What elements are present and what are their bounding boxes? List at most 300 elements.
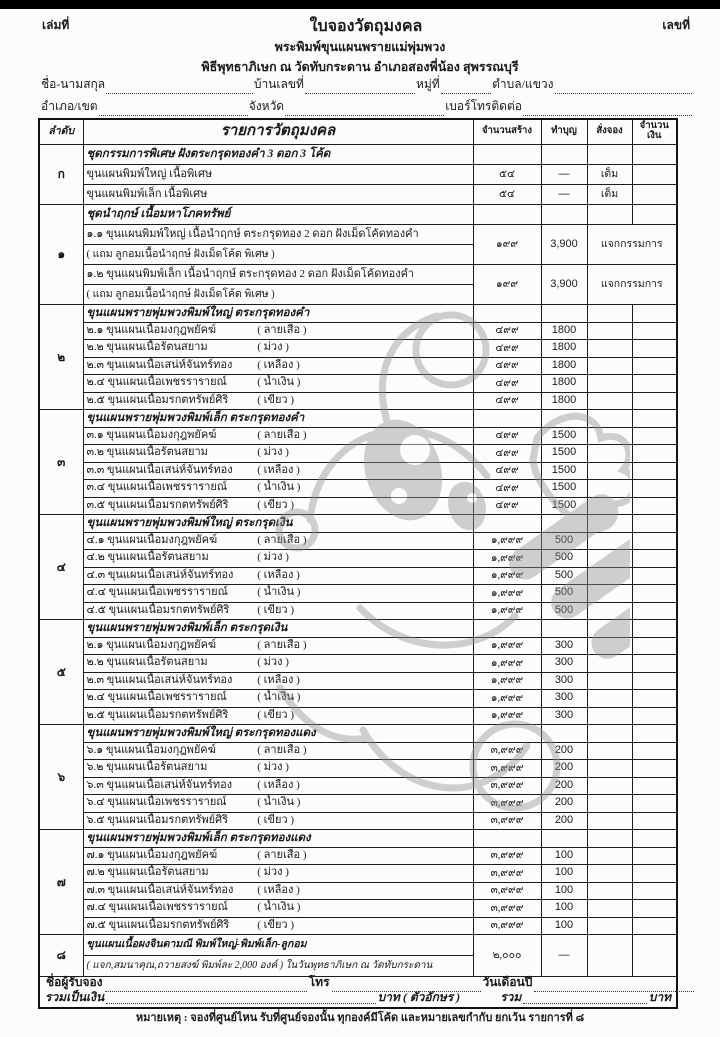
item-name: ๗.๒ ขุนแผนเนื้อรัตนสยาม — [86, 866, 209, 879]
province-label: จังหวัด — [248, 99, 285, 113]
item-name-cell — [83, 637, 473, 655]
table-header-row — [39, 119, 677, 145]
item-name-cell — [83, 777, 473, 795]
item-name: ๒.๕ ขุนแผนเนื้อมรกตทรัพย์ศิริ — [86, 393, 229, 406]
item-name: ๖.๑ ขุนแผนเนื้อมงกุฎพยัคฆ์ — [86, 743, 216, 756]
page-title: ใบจองวัตถุมงคล — [309, 18, 423, 35]
donate-cell: 500 — [541, 532, 587, 550]
made-cell — [473, 830, 541, 848]
order-cell — [587, 830, 632, 848]
item-name-cell — [83, 865, 473, 883]
table-row — [39, 265, 677, 285]
item-variant: ( เขียว ) — [254, 708, 294, 721]
amount-cell — [632, 672, 677, 690]
item-name-cell — [83, 165, 473, 185]
amulet-table — [38, 118, 678, 1009]
amount-cell — [632, 690, 677, 708]
donate-cell: — — [541, 185, 587, 205]
order-cell — [587, 532, 632, 550]
item-name: ๖.๓ ขุนแผนเนื้อเสน่ห์จันทร์ทอง — [86, 778, 233, 791]
item-name-cell — [83, 917, 473, 935]
amount-cell — [632, 795, 677, 813]
amount-cell — [632, 847, 677, 865]
donate-cell: 1800 — [541, 375, 587, 393]
item-variant: ( ม่วง ) — [254, 341, 289, 354]
made-cell — [473, 145, 541, 165]
item-variant: ( น้ำเงิน ) — [254, 796, 301, 809]
name-blank — [106, 79, 253, 94]
made-cell: ๓,๙๙๙ — [473, 795, 541, 813]
order-cell — [587, 637, 632, 655]
amount-cell — [632, 550, 677, 568]
made-cell: ๓,๙๙๙ — [473, 847, 541, 865]
item-name: ๒.๒ ขุนแผนเนื้อรัตนสยาม — [86, 341, 208, 354]
item-variant: ( เขียว ) — [254, 498, 294, 511]
donate-cell: — — [541, 935, 587, 977]
item-name-cell — [83, 795, 473, 813]
order-cell — [587, 672, 632, 690]
section-no: ๖ — [39, 725, 83, 830]
phone-label: เบอร์โทรติดต่อ — [445, 99, 522, 113]
order-cell: แจกกรรมการ — [587, 225, 677, 265]
item-name-cell — [83, 445, 473, 463]
order-cell — [587, 760, 632, 778]
donate-cell: 200 — [541, 760, 587, 778]
item-name-cell — [83, 900, 473, 918]
amount-cell — [632, 707, 677, 725]
section-no: ๕ — [39, 620, 83, 725]
item-variant: ( เขียว ) — [254, 918, 294, 931]
amount-cell — [632, 497, 677, 515]
donate-cell: 1800 — [541, 340, 587, 358]
donate-cell — [541, 515, 587, 533]
amount-cell — [632, 445, 677, 463]
section-title: ขุนแผนพรายพุ่มพวงพิมพ์เล็ก ตระกรุดทองคำ — [83, 410, 473, 428]
item-variant: ( ลายเสือ ) — [254, 848, 307, 861]
order-cell — [587, 480, 632, 498]
item-name-cell — [83, 532, 473, 550]
amount-cell — [632, 375, 677, 393]
amount-cell — [632, 185, 677, 205]
name-label: ชื่อ-นามสกุล — [41, 77, 106, 91]
table-row — [39, 462, 677, 480]
item-name: ๒.๒ ขุนแผนเนื้อรัตนสยาม — [86, 656, 208, 669]
made-cell — [473, 305, 541, 323]
item-variant: ( ลายเสือ ) — [254, 533, 307, 546]
made-cell: ๔๙๙ — [473, 357, 541, 375]
amount-cell — [632, 585, 677, 603]
item-name-cell — [83, 690, 473, 708]
made-cell: ๔๙๙ — [473, 375, 541, 393]
footer-note: หมายเหตุ : จองที่ศูนย์ไหน รับที่ศูนย์จองนั้น ทุกองค์มีโค้ด และหมายเลขกำกับ ยกเว้น รายการที่ ๘ — [135, 1012, 585, 1024]
made-cell: ๑,๙๙๙ — [473, 690, 541, 708]
donate-cell: 1500 — [541, 445, 587, 463]
donate-cell: 100 — [541, 865, 587, 883]
table-row — [39, 532, 677, 550]
scan-top-bar — [0, 0, 720, 9]
col-seq: ลำดับ — [39, 119, 83, 145]
table-row — [39, 812, 677, 830]
made-cell: ๔๙๙ — [473, 497, 541, 515]
amount-cell — [632, 935, 677, 977]
section-no: ๗ — [39, 830, 83, 935]
made-cell: ๒,๐๐๐ — [473, 935, 541, 977]
item-name-cell — [83, 427, 473, 445]
table-row — [39, 225, 677, 245]
order-cell — [587, 340, 632, 358]
made-cell: ๑,๙๙๙ — [473, 655, 541, 673]
item-variant: ( ลายเสือ ) — [254, 638, 307, 651]
table-row — [39, 690, 677, 708]
donate-cell: 1500 — [541, 497, 587, 515]
table-row — [39, 567, 677, 585]
district-blank — [99, 101, 248, 116]
order-cell — [587, 515, 632, 533]
made-cell — [473, 620, 541, 638]
item-name: ๔.๓ ขุนแผนเนื้อเสน่ห์จันทร์ทอง — [86, 568, 234, 581]
item-name-cell: ๑.๑ ขุนแผนพิมพ์ใหญ่ เนื้อนำฤกษ์ ตระกรุดทอง 2 ดอก ฝังเม็ดโค้ดทองคำ — [83, 225, 473, 245]
order-cell — [587, 620, 632, 638]
item-variant: ( เขียว ) — [254, 393, 294, 406]
donate-cell — [541, 305, 587, 323]
total-label: รวม — [500, 990, 522, 1005]
table-row — [39, 725, 677, 743]
amount-cell — [632, 392, 677, 410]
phone-blank — [523, 101, 692, 116]
section-no: ก — [39, 145, 83, 205]
made-cell: ๔๙๙ — [473, 322, 541, 340]
item-name: ขุนแผนพิมพ์เล็ก เนื้อพิเศษ — [86, 187, 208, 200]
house-no-label: บ้านเลขที่ — [253, 77, 304, 91]
table-row — [39, 515, 677, 533]
form-line-1 — [40, 76, 692, 94]
item-name: ๒.๑ ขุนแผนเนื้อมงกุฎพยัคฆ์ — [86, 323, 217, 336]
donate-cell: 1500 — [541, 427, 587, 445]
item-variant: ( น้ำเงิน ) — [254, 481, 301, 494]
amount-cell — [632, 812, 677, 830]
item-name-cell — [83, 812, 473, 830]
item-variant: ( น้ำเงิน ) — [254, 901, 301, 914]
item-name-cell — [83, 760, 473, 778]
donate-cell: 200 — [541, 742, 587, 760]
made-cell: ๔๙๙ — [473, 340, 541, 358]
item-variant: ( น้ำเงิน ) — [254, 376, 301, 389]
order-cell — [587, 585, 632, 603]
amount-cell — [632, 532, 677, 550]
table-row — [39, 760, 677, 778]
item-name-cell — [83, 462, 473, 480]
made-cell: ๓,๙๙๙ — [473, 742, 541, 760]
item-name: ๒.๑ ขุนแผนเนื้อมงกุฎพยัคฆ์ — [86, 638, 217, 651]
order-cell — [587, 145, 632, 165]
donate-cell: 100 — [541, 882, 587, 900]
amount-cell — [632, 602, 677, 620]
col-order: สั่งจอง — [587, 119, 632, 145]
item-name: ขุนแผนพิมพ์ใหญ่ เนื้อพิเศษ — [86, 167, 213, 180]
donate-cell — [541, 725, 587, 743]
donate-cell: — — [541, 165, 587, 185]
donate-cell — [541, 830, 587, 848]
item-name-cell — [83, 655, 473, 673]
item-name: ๓.๕ ขุนแผนเนื้อมรกตทรัพย์ศิริ — [86, 498, 229, 511]
donate-cell: 300 — [541, 672, 587, 690]
moo-blank — [441, 79, 491, 94]
made-cell: ๓,๙๙๙ — [473, 812, 541, 830]
item-note-cell: ( แจก,สมนาคุณ,ถวายสงฆ์ พิมพ์ละ 2,000 องค์ ) ในวันพุทธาภิเษก ณ วัดทับกระดาน — [83, 956, 473, 977]
province-blank — [285, 101, 444, 116]
order-cell — [587, 357, 632, 375]
item-name: ๗.๔ ขุนแผนเนื้อเพชรรารายณ์ — [86, 901, 228, 914]
col-item: รายการวัตถุมงคล — [83, 119, 473, 145]
made-cell: ๔๙๙ — [473, 462, 541, 480]
donate-cell: 300 — [541, 690, 587, 708]
item-name: ๔.๔ ขุนแผนเนื้อเพชรรารายณ์ — [86, 586, 228, 599]
order-cell — [587, 725, 632, 743]
table-row — [39, 322, 677, 340]
item-name: ๗.๓ ขุนแผนเนื้อเสน่ห์จันทร์ทอง — [86, 883, 234, 896]
donate-cell: 300 — [541, 637, 587, 655]
table-row — [39, 637, 677, 655]
made-cell: ๓,๙๙๙ — [473, 882, 541, 900]
order-cell — [587, 205, 632, 225]
donate-cell — [541, 205, 587, 225]
sig-phone-blank — [332, 977, 481, 992]
amount-cell — [632, 637, 677, 655]
order-cell — [587, 795, 632, 813]
order-cell — [587, 812, 632, 830]
item-name: ๓.๑ ขุนแผนเนื้อมงกุฎพยัคฆ์ — [86, 428, 217, 441]
item-name-cell — [83, 185, 473, 205]
order-cell — [587, 882, 632, 900]
order-cell — [587, 567, 632, 585]
item-variant: ( เหลือง ) — [254, 883, 300, 896]
made-cell: ๑,๙๙๙ — [473, 532, 541, 550]
item-name: ๖.๔ ขุนแผนเนื้อเพชรรารายณ์ — [86, 796, 227, 809]
amount-cell — [632, 480, 677, 498]
table-row — [39, 917, 677, 935]
item-name-cell — [83, 602, 473, 620]
amount-cell — [632, 725, 677, 743]
amount-cell — [632, 322, 677, 340]
form-line-2 — [40, 98, 692, 116]
made-cell: ๔๙๙ — [473, 427, 541, 445]
made-cell: ๓,๙๙๙ — [473, 900, 541, 918]
table-row — [39, 672, 677, 690]
amount-cell — [632, 427, 677, 445]
order-cell — [587, 707, 632, 725]
made-cell — [473, 205, 541, 225]
amount-cell — [632, 340, 677, 358]
donate-cell: 200 — [541, 795, 587, 813]
amount-cell — [632, 205, 677, 225]
baht-words-label: บาท ( ตัวอักษร ) — [377, 990, 461, 1005]
table-row — [39, 585, 677, 603]
amount-cell — [632, 655, 677, 673]
made-cell: ๑,๙๙๙ — [473, 567, 541, 585]
order-cell — [587, 445, 632, 463]
item-name: ๔.๒ ขุนแผนเนื้อรัตนสยาม — [86, 551, 209, 564]
order-cell — [587, 777, 632, 795]
made-cell: ๕๔ — [473, 185, 541, 205]
table-row — [39, 497, 677, 515]
table-body — [39, 145, 677, 1009]
amount-cell — [632, 620, 677, 638]
amount-cell — [632, 515, 677, 533]
donate-cell: 300 — [541, 707, 587, 725]
item-name-cell — [83, 707, 473, 725]
donate-cell: 200 — [541, 777, 587, 795]
col-made: จำนวนสร้าง — [473, 119, 541, 145]
made-cell: ๕๔ — [473, 165, 541, 185]
item-name: ๒.๕ ขุนแผนเนื้อมรกตทรัพย์ศิริ — [86, 708, 229, 721]
item-variant: ( ลายเสือ ) — [254, 743, 307, 756]
order-cell — [587, 375, 632, 393]
district-label: อำเภอ/เขต — [41, 99, 98, 113]
donate-cell: 1800 — [541, 392, 587, 410]
item-variant: ( ม่วง ) — [254, 866, 289, 879]
table-row — [39, 777, 677, 795]
item-variant: ( เหลือง ) — [254, 673, 300, 686]
item-name: ๓.๒ ขุนแผนเนื้อรัตนสยาม — [86, 446, 208, 459]
made-cell — [473, 515, 541, 533]
item-name-cell — [83, 497, 473, 515]
made-cell: ๑,๙๙๙ — [473, 602, 541, 620]
item-variant: ( เหลือง ) — [254, 463, 300, 476]
table-row — [39, 305, 677, 323]
item-name: ๓.๓ ขุนแผนเนื้อเสน่ห์จันทร์ทอง — [86, 463, 233, 476]
item-variant: ( ม่วง ) — [254, 761, 289, 774]
order-cell: แจกกรรมการ — [587, 265, 677, 305]
item-variant: ( ลายเสือ ) — [254, 323, 307, 336]
book-no-label: เล่มที่ — [42, 18, 70, 32]
item-variant: ( เหลือง ) — [254, 358, 300, 371]
amount-cell — [632, 305, 677, 323]
table-row — [39, 445, 677, 463]
table-header-row — [39, 119, 677, 145]
table-row — [39, 185, 677, 205]
order-cell — [587, 935, 632, 977]
date-blank — [534, 977, 694, 992]
baht-label: บาท — [648, 990, 671, 1005]
donate-cell: 1800 — [541, 322, 587, 340]
date-label: วันเดือนปี — [482, 975, 533, 989]
receiver-label: ชื่อผู้รับจอง — [46, 975, 103, 989]
table-row — [39, 655, 677, 673]
order-cell — [587, 847, 632, 865]
item-name-cell — [83, 340, 473, 358]
total-words-label: รวมเป็นเงิน — [45, 990, 105, 1005]
made-cell: ๑๙๙ — [473, 265, 541, 305]
item-name-cell — [83, 882, 473, 900]
table-row — [39, 357, 677, 375]
table-row — [39, 830, 677, 848]
made-cell: ๔๙๙ — [473, 480, 541, 498]
order-cell — [587, 742, 632, 760]
made-cell: ๑,๙๙๙ — [473, 550, 541, 568]
order-cell — [587, 690, 632, 708]
table-row — [39, 865, 677, 883]
made-cell — [473, 725, 541, 743]
order-cell — [587, 497, 632, 515]
item-name-cell — [83, 392, 473, 410]
order-cell — [587, 550, 632, 568]
item-variant: ( น้ำเงิน ) — [254, 586, 301, 599]
order-cell — [587, 900, 632, 918]
item-variant: ( ม่วง ) — [254, 656, 289, 669]
table-row — [39, 550, 677, 568]
donate-cell: 500 — [541, 567, 587, 585]
section-title: ขุนแผนพรายพุ่มพวงพิมพ์ใหญ่ ตระกรุดทองแดง — [83, 725, 473, 743]
table-row — [39, 900, 677, 918]
donate-cell — [541, 620, 587, 638]
order-cell: เต็ม — [587, 165, 632, 185]
donate-cell — [541, 410, 587, 428]
item-name: ๒.๓ ขุนแผนเนื้อเสน่ห์จันทร์ทอง — [86, 673, 233, 686]
made-cell: ๓,๙๙๙ — [473, 777, 541, 795]
section-no: ๓ — [39, 410, 83, 515]
order-cell — [587, 865, 632, 883]
donate-cell: 200 — [541, 812, 587, 830]
donate-cell: 500 — [541, 585, 587, 603]
amount-cell — [632, 882, 677, 900]
order-cell — [587, 322, 632, 340]
order-cell — [587, 392, 632, 410]
amount-cell — [632, 410, 677, 428]
house-no-blank — [305, 79, 415, 94]
made-cell: ๑,๙๙๙ — [473, 707, 541, 725]
item-name-cell — [83, 550, 473, 568]
table-row — [39, 375, 677, 393]
order-cell — [587, 462, 632, 480]
table-row — [39, 602, 677, 620]
item-variant: ( เหลือง ) — [254, 568, 300, 581]
section-title: ขุนแผนพรายพุ่มพวงพิมพ์เล็ก ตระกรุดเงิน — [83, 620, 473, 638]
made-cell: ๑,๙๙๙ — [473, 672, 541, 690]
table-row — [39, 410, 677, 428]
moo-label: หมู่ที่ — [415, 77, 440, 91]
item-variant: ( เขียว ) — [254, 603, 294, 616]
sig-phone-label: โทร — [308, 975, 330, 989]
made-cell: ๔๙๙ — [473, 445, 541, 463]
item-name-cell — [83, 847, 473, 865]
made-cell: ๓,๙๙๙ — [473, 865, 541, 883]
amount-cell — [632, 567, 677, 585]
section-title: ขุนแผนพรายพุ่มพวงพิมพ์ใหญ่ ตระกรุดเงิน — [83, 515, 473, 533]
col-donation: ทำบุญ — [541, 119, 587, 145]
table-row — [39, 620, 677, 638]
item-variant: ( น้ำเงิน ) — [254, 691, 301, 704]
amount-cell — [632, 900, 677, 918]
header-line — [40, 14, 692, 34]
item-name: ๗.๕ ขุนแผนเนื้อมรกตทรัพย์ศิริ — [86, 918, 230, 931]
order-cell — [587, 305, 632, 323]
donate-cell: 1800 — [541, 357, 587, 375]
made-cell: ๓,๙๙๙ — [473, 917, 541, 935]
table-row — [39, 340, 677, 358]
section-title: ชุดกรรมการพิเศษ ฝังตระกรุดทองคำ 3 ดอก 3 โค้ด — [83, 145, 473, 165]
subtitle-ceremony: พิธีพุทธาภิเษก ณ วัดทับกระดาน อำเภอสองพี่น้อง สุพรรณบุรี — [201, 60, 519, 74]
amount-cell — [632, 777, 677, 795]
col-amount: จำนวนเงิน — [632, 119, 677, 145]
table-row — [39, 392, 677, 410]
subdistrict-blank — [555, 79, 693, 94]
order-cell — [587, 917, 632, 935]
item-name-cell — [83, 567, 473, 585]
item-variant: ( เหลือง ) — [254, 778, 300, 791]
donate-cell: 3,900 — [541, 265, 587, 305]
item-name: ๔.๕ ขุนแผนเนื้อมรกตทรัพย์ศิริ — [86, 603, 230, 616]
signature-line — [44, 974, 694, 992]
